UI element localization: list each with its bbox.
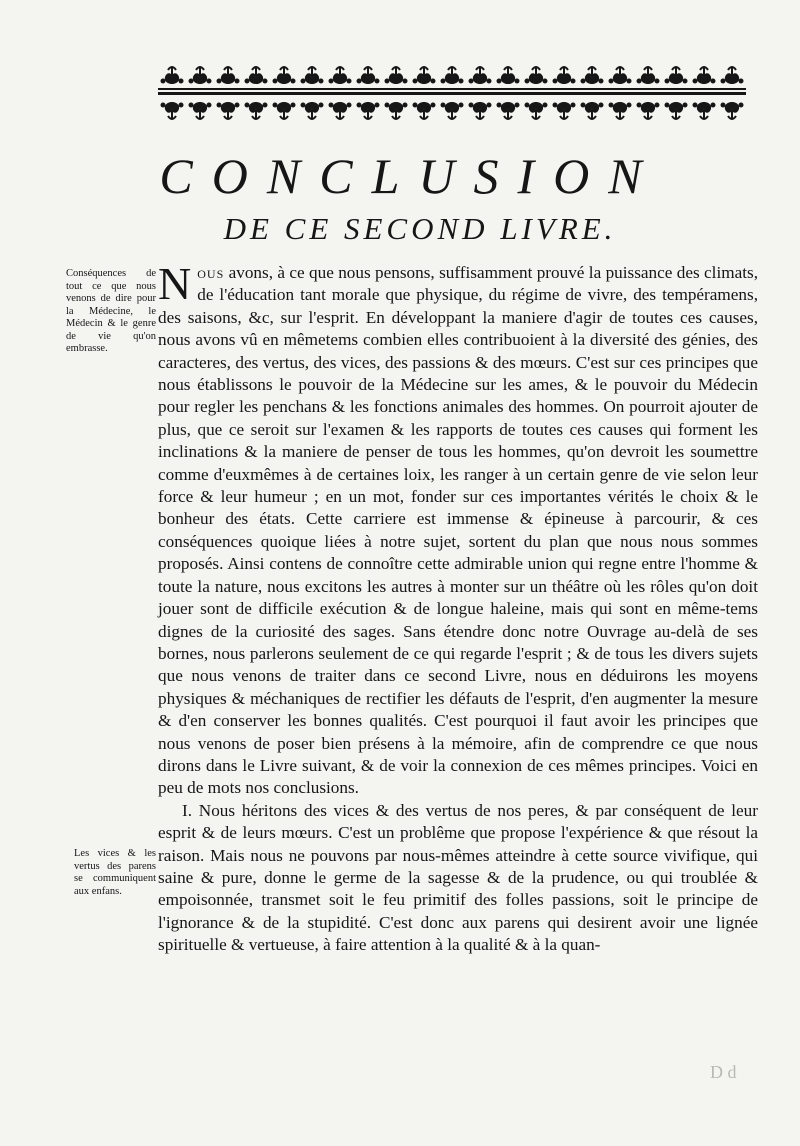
paragraph-2: I. Nous héritons des vices & des vertus de nos peres, & par conséquent de leur esprit & de leurs mœurs. C'est un problême que propose l'expérience & que résout la raison. Mais nous ne pouvons par nous-mêmes atteindre à cette source vivifique, qui saine & pure, donne le germe de la sagesse & de la prudence, ou qui troublée & empoisonnée, transmet soit le feu primitif des folles passions, soit le principe de l'ignorance & de la stupidité. C'est donc aux parens qui desirent avoir une lignée spirituelle & vertueuse, à faire attention à la qualité & à la quan- xyxy=(158,800,758,955)
chapter-subtitle: DE CE SECOND LIVRE. xyxy=(223,211,617,246)
paragraph-1 xyxy=(158,258,758,800)
chapter-title: CONCLUSION xyxy=(159,148,661,204)
margin-note-heredity: Les vices & les vertus des parens se communiquent aux enfans. xyxy=(74,848,156,897)
margin-note-consequences: Conséquences de tout ce que nous venons de dire pour la Médecine, le Médecin & le genre de vie qu'on embrasse. xyxy=(66,268,156,354)
signature-mark: D d xyxy=(710,1062,737,1082)
decorative-header-band xyxy=(158,60,746,126)
main-text xyxy=(158,258,758,957)
drop-cap: N xyxy=(158,258,192,309)
fleuron-ornament-icon xyxy=(158,60,746,126)
lead-small-caps: ous xyxy=(197,263,225,282)
paragraph-1-text: avons, à ce que nous pensons, suffisamment prouvé la puissance des climats, de l'éducation tant morale que physique, du régime de vivre, des tempéramens, des saisons, &c, sur l'esprit. En développant la maniere d'agir de toutes ces causes, nous avons vû en mêmetems combien elles contribuoient à la diversité des génies, des caracteres, des vertus, des vices, des passions & des mœurs. C'est sur ces principes que nous établissons le pouvoir de la Médecine sur les ames, & le pouvoir du Médecin pour regler les penchans & les fonctions animales des hommes. On pourroit ajouter de plus, que ce seroit sur l'examen & les rapports de toutes ces causes qui forment les inclinations & la maniere de penser de tous les hommes, qu'on devroit les soumettre comme d'euxmêmes à de certaines loix, les ranger à un certain genre de vie selon leur force & leur humeur ; en un mot, fonder sur ces importantes vérités le choix & le bonheur des états. Cette carriere est immense & épineuse à parcourir, & ces conséquences quoique liées à notre sujet, sortent du plan que nous nous sommes proposés. Ainsi contens de connoître cette admirable union qui regne entre l'homme & toute la nature, nous excitons les autres à monter sur un théâtre où les rôles qu'on doit jouer sont de difficile exécution & de longue haleine, mais qui sont en même-tems dignes de la curiosité des sages. Sans étendre donc notre Ouvrage au-delà de ses bornes, nous parlerons seulement de ce qui regarde l'esprit ; & de tous les divers sujets que nous venons de traiter dans ce second Livre, nous en déduirons les moyens physiques & méchaniques de rectifier les défauts de l'esprit, d'en augmenter la mesure & d'en conserver les bonnes qualités. C'est pourquoi il faut avoir les principes que nous venons de poser bien présens à la mémoire, afin de comprendre ce que nous dirons dans le Livre suivant, & de voir la connexion de ces mêmes principes. Voici en peu de mots nos conclusions. xyxy=(158,263,758,798)
